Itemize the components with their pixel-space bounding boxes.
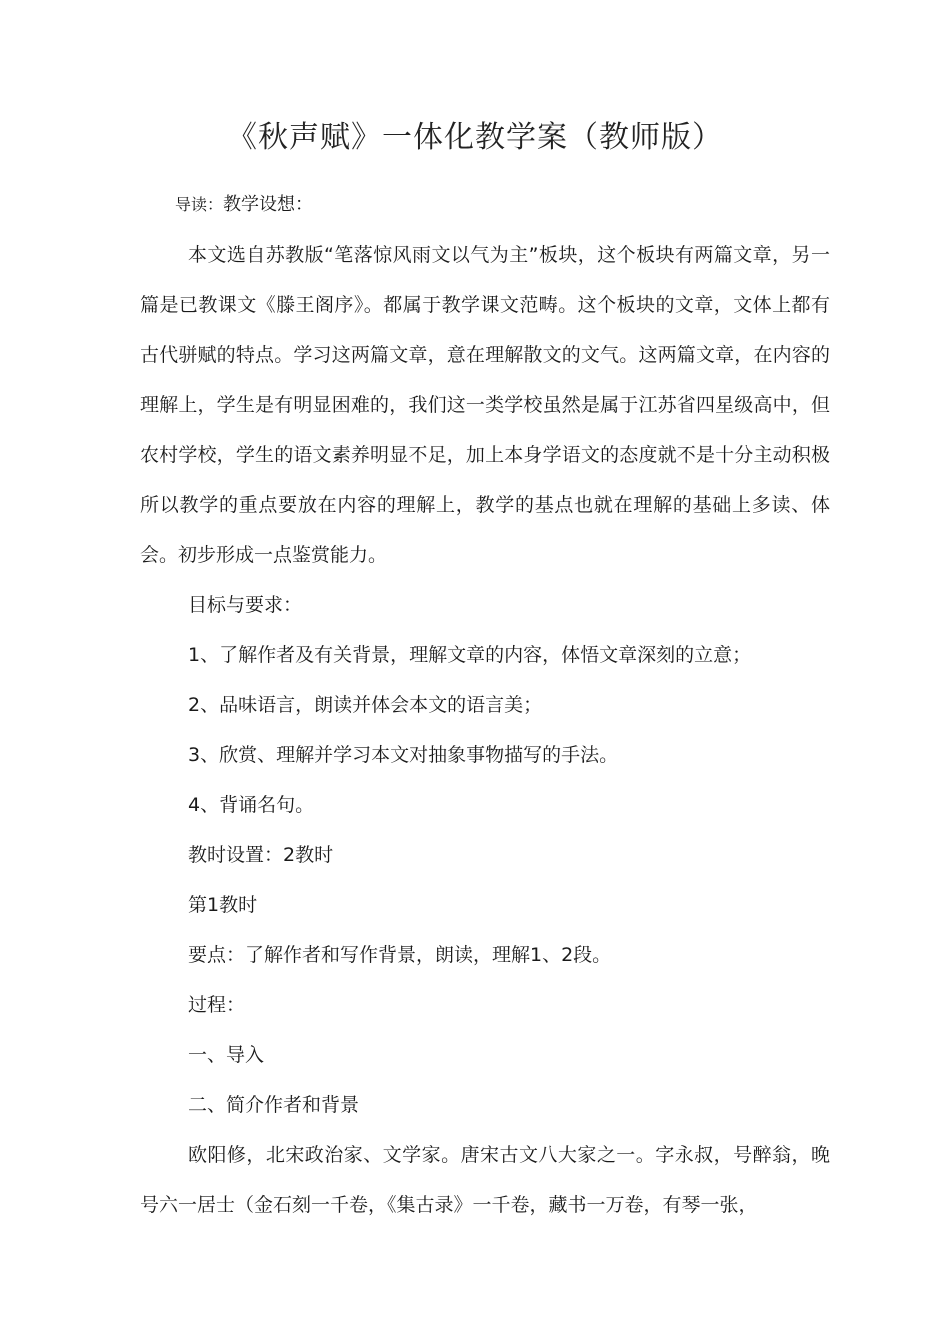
step-one-heading: 一、导入 <box>188 1044 265 1066</box>
goal-item: 2、品味语言，朗读并体会本文的语言美； <box>188 694 543 716</box>
document-body <box>140 230 830 1230</box>
class-hours: 教时设置：2教时 <box>188 844 334 866</box>
guide-label: 导读： <box>175 195 224 214</box>
goal-item: 4、背诵名句。 <box>188 794 315 816</box>
process-heading: 过程： <box>188 994 246 1016</box>
goals-heading: 目标与要求： <box>188 594 303 616</box>
guide-line <box>175 192 313 218</box>
key-points: 要点：了解作者和写作背景，朗读，理解1、2段。 <box>188 944 612 966</box>
goal-item: 1、了解作者及有关背景，理解文章的内容，体悟文章深刻的立意； <box>188 644 752 666</box>
guide-heading: 教学设想： <box>223 194 314 215</box>
author-paragraph: 欧阳修，北宋政治家、文学家。唐宋古文八大家之一。字永叔，号醉翁，晚号六一居士（金石刻一千卷，《集古录》一千卷，藏书一万卷，有琴一张， <box>140 1144 830 1216</box>
lesson-one-heading: 第1教时 <box>188 894 258 916</box>
document-title: 《秋声赋》一体化教学案（教师版） <box>227 120 723 155</box>
step-two-heading: 二、简介作者和背景 <box>188 1094 360 1116</box>
goal-item: 3、欣赏、理解并学习本文对抽象事物描写的手法。 <box>188 744 619 766</box>
intro-paragraph: 本文选自苏教版“笔落惊风雨文以气为主”板块，这个板块有两篇文章，另一篇是已教课文《滕王阁序》。都属于教学课文范畴。这个板块的文章，文体上都有古代骈赋的特点。学习这两篇文章，意在理解散文的文气。这两篇文章，在内容的理解上，学生是有明显困难的，我们这一类学校虽然是属于江苏省四星级高中，但农村学校，学生的语文素养明显不足，加上本身学语文的态度就不是十分主动积极所以教学的重点要放在内容的理解上，教学的基点也就在理解的基础上多读、体会。初步形成一点鉴赏能力。 <box>140 244 830 566</box>
